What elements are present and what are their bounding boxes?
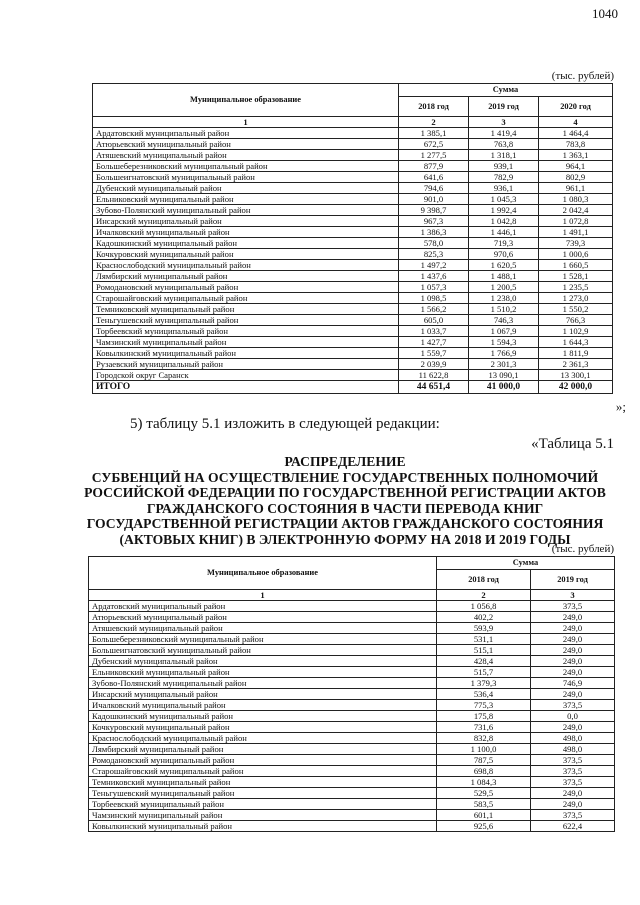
- amount-cell: 719,3: [469, 238, 539, 249]
- municipality-cell: Большеберезниковский муниципальный район: [89, 634, 437, 645]
- column-index: 1: [93, 117, 399, 128]
- table-row: [93, 227, 613, 238]
- amount-cell: 1 385,1: [399, 128, 469, 139]
- table-row: [89, 733, 615, 744]
- amount-cell: 1 419,4: [469, 128, 539, 139]
- page-number: 1040: [592, 6, 618, 21]
- amount-cell: 1 273,0: [539, 293, 613, 304]
- table-row: [89, 744, 615, 755]
- amount-cell: 583,5: [437, 799, 531, 810]
- table-row: [93, 359, 613, 370]
- municipality-cell: Старошайговский муниципальный район: [93, 293, 399, 304]
- amount-cell: 2 301,3: [469, 359, 539, 370]
- municipality-cell: Лямбирский муниципальный район: [93, 271, 399, 282]
- table-row: [93, 337, 613, 348]
- table-row: [93, 348, 613, 359]
- amount-cell: 593,9: [437, 623, 531, 634]
- municipality-cell: Дубенский муниципальный район: [89, 656, 437, 667]
- amount-cell: 9 398,7: [399, 205, 469, 216]
- amount-cell: 11 622,8: [399, 370, 469, 381]
- units-label: (тыс. рублей): [551, 70, 614, 82]
- amount-cell: 802,9: [539, 172, 613, 183]
- table-row: [93, 260, 613, 271]
- amount-cell: 925,6: [437, 821, 531, 832]
- table-row: [89, 821, 615, 832]
- amount-cell: 1 386,3: [399, 227, 469, 238]
- municipality-cell: Краснослободский муниципальный район: [89, 733, 437, 744]
- municipality-cell: Чамзинский муниципальный район: [89, 810, 437, 821]
- amount-cell: 1 491,1: [539, 227, 613, 238]
- total-amount: 41 000,0: [469, 381, 539, 394]
- municipality-cell: Атюрьевский муниципальный район: [93, 139, 399, 150]
- title-line: РАСПРЕДЕЛЕНИЕ: [284, 454, 406, 469]
- amount-cell: 402,2: [437, 612, 531, 623]
- header-year: 2018 год: [437, 570, 531, 590]
- amount-cell: 1 620,5: [469, 260, 539, 271]
- header-municipality: Муниципальное образование: [93, 84, 399, 117]
- amount-cell: 877,9: [399, 161, 469, 172]
- municipality-cell: Торбеевский муниципальный район: [89, 799, 437, 810]
- amount-cell: 1 379,3: [437, 678, 531, 689]
- amount-cell: 373,5: [531, 810, 615, 821]
- amount-cell: 2 039,9: [399, 359, 469, 370]
- total-amount: 42 000,0: [539, 381, 613, 394]
- amount-cell: 428,4: [437, 656, 531, 667]
- amount-cell: 1 510,2: [469, 304, 539, 315]
- amount-cell: 1 057,3: [399, 282, 469, 293]
- amount-cell: 249,0: [531, 799, 615, 810]
- title-line: (АКТОВЫХ КНИГ) В ЭЛЕКТРОННУЮ ФОРМУ НА 2018 И 2019 ГОДЫ: [119, 531, 571, 547]
- municipality-cell: Ичалковский муниципальный район: [89, 700, 437, 711]
- table-row: [89, 634, 615, 645]
- amount-cell: 763,8: [469, 139, 539, 150]
- amount-cell: 766,3: [539, 315, 613, 326]
- column-index: 1: [89, 590, 437, 601]
- table-row: [93, 194, 613, 205]
- amount-cell: 1 766,9: [469, 348, 539, 359]
- amount-cell: 939,1: [469, 161, 539, 172]
- amendment-instruction: 5) таблицу 5.1 изложить в следующей редакции:: [130, 416, 440, 432]
- amount-cell: 731,6: [437, 722, 531, 733]
- municipality-cell: Темниковский муниципальный район: [93, 304, 399, 315]
- amount-cell: 373,5: [531, 601, 615, 612]
- amount-cell: 2 042,4: [539, 205, 613, 216]
- table-row: [89, 777, 615, 788]
- total-row: [93, 381, 613, 394]
- amount-cell: 787,5: [437, 755, 531, 766]
- amount-cell: 672,5: [399, 139, 469, 150]
- column-index: 4: [539, 117, 613, 128]
- amount-cell: 1 277,5: [399, 150, 469, 161]
- amount-cell: 1 644,3: [539, 337, 613, 348]
- amount-cell: 794,6: [399, 183, 469, 194]
- amount-cell: 782,9: [469, 172, 539, 183]
- header-sum: Сумма: [437, 557, 615, 570]
- amount-cell: 1 238,0: [469, 293, 539, 304]
- municipality-cell: Городской округ Саранск: [93, 370, 399, 381]
- municipality-cell: Инсарский муниципальный район: [89, 689, 437, 700]
- amount-cell: 1 497,2: [399, 260, 469, 271]
- amount-cell: 2 361,3: [539, 359, 613, 370]
- title-line: РОССИЙСКОЙ ФЕДЕРАЦИИ ПО ГОСУДАРСТВЕННОЙ РЕГИСТРАЦИИ АКТОВ: [84, 485, 606, 501]
- table-row: [89, 755, 615, 766]
- amount-cell: 1 992,4: [469, 205, 539, 216]
- table-row: [89, 788, 615, 799]
- municipality-cell: Ардатовский муниципальный район: [93, 128, 399, 139]
- amount-cell: 1 528,1: [539, 271, 613, 282]
- table-row: [89, 623, 615, 634]
- municipality-cell: Темниковский муниципальный район: [89, 777, 437, 788]
- amount-cell: 1 067,9: [469, 326, 539, 337]
- municipality-cell: Ичалковский муниципальный район: [93, 227, 399, 238]
- amount-cell: 1 660,5: [539, 260, 613, 271]
- municipality-cell: Старошайговский муниципальный район: [89, 766, 437, 777]
- municipality-cell: Рузаевский муниципальный район: [93, 359, 399, 370]
- municipality-cell: Атяшевский муниципальный район: [93, 150, 399, 161]
- amount-cell: 373,5: [531, 777, 615, 788]
- amount-cell: 1 033,7: [399, 326, 469, 337]
- municipality-cell: Кадошкинский муниципальный район: [93, 238, 399, 249]
- column-index-row: [93, 117, 613, 128]
- municipality-cell: Кочкуровский муниципальный район: [93, 249, 399, 260]
- header-year: 2020 год: [539, 97, 613, 117]
- table-row: [93, 128, 613, 139]
- title-line: СУБВЕНЦИЙ НА ОСУЩЕСТВЛЕНИЕ ГОСУДАРСТВЕННЫХ ПОЛНОМОЧИЙ: [91, 469, 599, 485]
- table-row: [93, 216, 613, 227]
- table-label: «Таблица 5.1: [531, 436, 614, 452]
- table-row: [89, 766, 615, 777]
- municipality-cell: Большеигнатовский муниципальный район: [89, 645, 437, 656]
- amount-cell: 1 464,4: [539, 128, 613, 139]
- amount-cell: 373,5: [531, 700, 615, 711]
- amount-cell: 601,1: [437, 810, 531, 821]
- amount-cell: 515,7: [437, 667, 531, 678]
- municipality-cell: Зубово-Полянский муниципальный район: [93, 205, 399, 216]
- units-label: (тыс. рублей): [551, 543, 614, 555]
- table-row: [93, 293, 613, 304]
- header-year: 2019 год: [531, 570, 615, 590]
- table-row: [89, 656, 615, 667]
- header-sum: Сумма: [399, 84, 613, 97]
- municipality-cell: Большеигнатовский муниципальный район: [93, 172, 399, 183]
- amount-cell: 529,5: [437, 788, 531, 799]
- amount-cell: 13 300,1: [539, 370, 613, 381]
- table-row: [89, 700, 615, 711]
- municipality-cell: Ельниковский муниципальный район: [93, 194, 399, 205]
- amount-cell: 622,4: [531, 821, 615, 832]
- table-row: [93, 161, 613, 172]
- amount-cell: 1 080,3: [539, 194, 613, 205]
- table-row: [89, 711, 615, 722]
- municipality-cell: Большеберезниковский муниципальный район: [93, 161, 399, 172]
- amount-cell: 1 446,1: [469, 227, 539, 238]
- amount-cell: 498,0: [531, 744, 615, 755]
- total-label: ИТОГО: [93, 381, 399, 394]
- subsidy-table-2018-2020: [92, 83, 613, 394]
- table-row: [93, 238, 613, 249]
- municipality-cell: Дубенский муниципальный район: [93, 183, 399, 194]
- title-line: ГРАЖДАНСКОГО СОСТОЯНИЯ В ЧАСТИ ПЕРЕВОДА КНИГ: [146, 500, 544, 516]
- table-row: [89, 722, 615, 733]
- amount-cell: 536,4: [437, 689, 531, 700]
- column-index: 2: [399, 117, 469, 128]
- amount-cell: 249,0: [531, 645, 615, 656]
- amount-cell: 783,8: [539, 139, 613, 150]
- table-title: [80, 454, 610, 548]
- total-amount: 44 651,4: [399, 381, 469, 394]
- table-row: [93, 304, 613, 315]
- municipality-cell: Атяшевский муниципальный район: [89, 623, 437, 634]
- amount-cell: 249,0: [531, 634, 615, 645]
- municipality-cell: Ельниковский муниципальный район: [89, 667, 437, 678]
- amount-cell: 1 811,9: [539, 348, 613, 359]
- amount-cell: 1 363,1: [539, 150, 613, 161]
- amount-cell: 901,0: [399, 194, 469, 205]
- amount-cell: 1 000,6: [539, 249, 613, 260]
- amount-cell: 373,5: [531, 766, 615, 777]
- table-row: [93, 205, 613, 216]
- amount-cell: 1 318,1: [469, 150, 539, 161]
- amount-cell: 746,9: [531, 678, 615, 689]
- municipality-cell: Ковылкинский муниципальный район: [89, 821, 437, 832]
- amount-cell: 1 056,8: [437, 601, 531, 612]
- table-row: [93, 315, 613, 326]
- municipality-cell: Ковылкинский муниципальный район: [93, 348, 399, 359]
- amount-cell: 1 559,7: [399, 348, 469, 359]
- amount-cell: 1 102,9: [539, 326, 613, 337]
- amount-cell: 1 594,3: [469, 337, 539, 348]
- column-index-row: [89, 590, 615, 601]
- municipality-cell: Инсарский муниципальный район: [93, 216, 399, 227]
- amount-cell: 1 437,6: [399, 271, 469, 282]
- municipality-cell: Ромодановский муниципальный район: [93, 282, 399, 293]
- amount-cell: 498,0: [531, 733, 615, 744]
- closing-quote-mark: »;: [615, 399, 626, 414]
- amount-cell: 249,0: [531, 788, 615, 799]
- table-row: [89, 689, 615, 700]
- municipality-cell: Торбеевский муниципальный район: [93, 326, 399, 337]
- amount-cell: 970,6: [469, 249, 539, 260]
- table-row: [93, 271, 613, 282]
- column-index: 2: [437, 590, 531, 601]
- municipality-cell: Зубово-Полянский муниципальный район: [89, 678, 437, 689]
- amount-cell: 578,0: [399, 238, 469, 249]
- amount-cell: 1 200,5: [469, 282, 539, 293]
- municipality-cell: Атюрьевский муниципальный район: [89, 612, 437, 623]
- amount-cell: 1 100,0: [437, 744, 531, 755]
- table-row: [89, 612, 615, 623]
- amount-cell: 13 090,1: [469, 370, 539, 381]
- amount-cell: 531,1: [437, 634, 531, 645]
- amount-cell: 175,8: [437, 711, 531, 722]
- amount-cell: 1 566,2: [399, 304, 469, 315]
- table-row: [89, 601, 615, 612]
- table-row: [93, 249, 613, 260]
- amount-cell: 249,0: [531, 656, 615, 667]
- amount-cell: 961,1: [539, 183, 613, 194]
- table-row: [89, 645, 615, 656]
- amount-cell: 0,0: [531, 711, 615, 722]
- municipality-cell: Лямбирский муниципальный район: [89, 744, 437, 755]
- amount-cell: 1 098,5: [399, 293, 469, 304]
- municipality-cell: Ардатовский муниципальный район: [89, 601, 437, 612]
- municipality-cell: Чамзинский муниципальный район: [93, 337, 399, 348]
- table-row: [93, 150, 613, 161]
- amount-cell: 964,1: [539, 161, 613, 172]
- municipality-cell: Теньгушевский муниципальный район: [93, 315, 399, 326]
- amount-cell: 698,8: [437, 766, 531, 777]
- amount-cell: 746,3: [469, 315, 539, 326]
- table-row: [89, 667, 615, 678]
- title-line: ГОСУДАРСТВЕННОЙ РЕГИСТРАЦИИ АКТОВ ГРАЖДАНСКОГО СОСТОЯНИЯ: [86, 516, 604, 532]
- table-row: [89, 678, 615, 689]
- column-index: 3: [469, 117, 539, 128]
- amount-cell: 1 042,8: [469, 216, 539, 227]
- table-row: [93, 172, 613, 183]
- header-municipality: Муниципальное образование: [89, 557, 437, 590]
- amount-cell: 373,5: [531, 755, 615, 766]
- amount-cell: 515,1: [437, 645, 531, 656]
- municipality-cell: Кочкуровский муниципальный район: [89, 722, 437, 733]
- table-row: [89, 799, 615, 810]
- amount-cell: 1 427,7: [399, 337, 469, 348]
- amount-cell: 641,6: [399, 172, 469, 183]
- amount-cell: 739,3: [539, 238, 613, 249]
- municipality-cell: Кадошкинский муниципальный район: [89, 711, 437, 722]
- header-year: 2018 год: [399, 97, 469, 117]
- amount-cell: 775,3: [437, 700, 531, 711]
- amount-cell: 967,3: [399, 216, 469, 227]
- amount-cell: 1 488,1: [469, 271, 539, 282]
- amount-cell: 825,3: [399, 249, 469, 260]
- header-year: 2019 год: [469, 97, 539, 117]
- table-row: [93, 282, 613, 293]
- table-row: [89, 810, 615, 821]
- amount-cell: 249,0: [531, 612, 615, 623]
- table-row: [93, 326, 613, 337]
- table-row: [93, 183, 613, 194]
- amount-cell: 249,0: [531, 623, 615, 634]
- amount-cell: 1 045,3: [469, 194, 539, 205]
- table-row: [93, 370, 613, 381]
- amount-cell: 832,8: [437, 733, 531, 744]
- amount-cell: 1 550,2: [539, 304, 613, 315]
- amount-cell: 1 235,5: [539, 282, 613, 293]
- amount-cell: 605,0: [399, 315, 469, 326]
- amount-cell: 249,0: [531, 667, 615, 678]
- amount-cell: 249,0: [531, 722, 615, 733]
- amount-cell: 1 072,8: [539, 216, 613, 227]
- municipality-cell: Теньгушевский муниципальный район: [89, 788, 437, 799]
- municipality-cell: Краснослободский муниципальный район: [93, 260, 399, 271]
- municipality-cell: Ромодановский муниципальный район: [89, 755, 437, 766]
- amount-cell: 1 084,3: [437, 777, 531, 788]
- table-row: [93, 139, 613, 150]
- subsidy-table-2018-2019: [88, 556, 615, 832]
- amount-cell: 936,1: [469, 183, 539, 194]
- amount-cell: 249,0: [531, 689, 615, 700]
- column-index: 3: [531, 590, 615, 601]
